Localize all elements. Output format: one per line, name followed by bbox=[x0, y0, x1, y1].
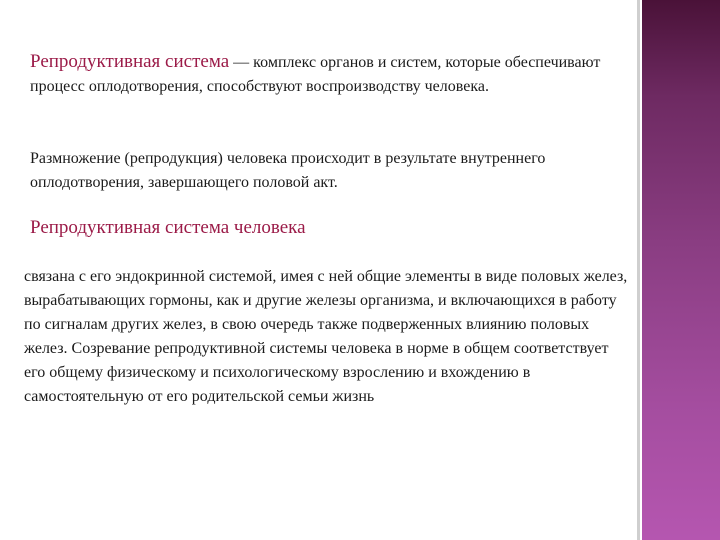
definition-text: — комплекс органов и систем, которые обеспечивают процесс оплодотворения, способствуют воспроизводству человека. bbox=[30, 54, 601, 95]
section-heading: Репродуктивная система человека bbox=[30, 217, 306, 238]
definition-term: Репродуктивная система bbox=[30, 51, 230, 72]
decorative-sidebar bbox=[642, 0, 720, 540]
reproduction-paragraph: Размножение (репродукция) человека происходит в результате внутреннего оплодотворения, завершающего половой акт. bbox=[30, 150, 546, 191]
sidebar-divider bbox=[637, 0, 640, 540]
body-paragraph: связана с его эндокринной системой, имея с ней общие элементы в виде половых желез, вырабатывающих гормоны, как и другие железы организма, и включающихся в работу по сигналам других желез, в свою очередь также подверженных влиянию половых желез. Созревание репродуктивной системы человека в норме в общем соответствует его общему физическому и психологическому взрослению и вхождению в самостоятельную от его родительской семьи жизнь bbox=[24, 268, 628, 405]
definition-paragraph bbox=[30, 50, 620, 99]
